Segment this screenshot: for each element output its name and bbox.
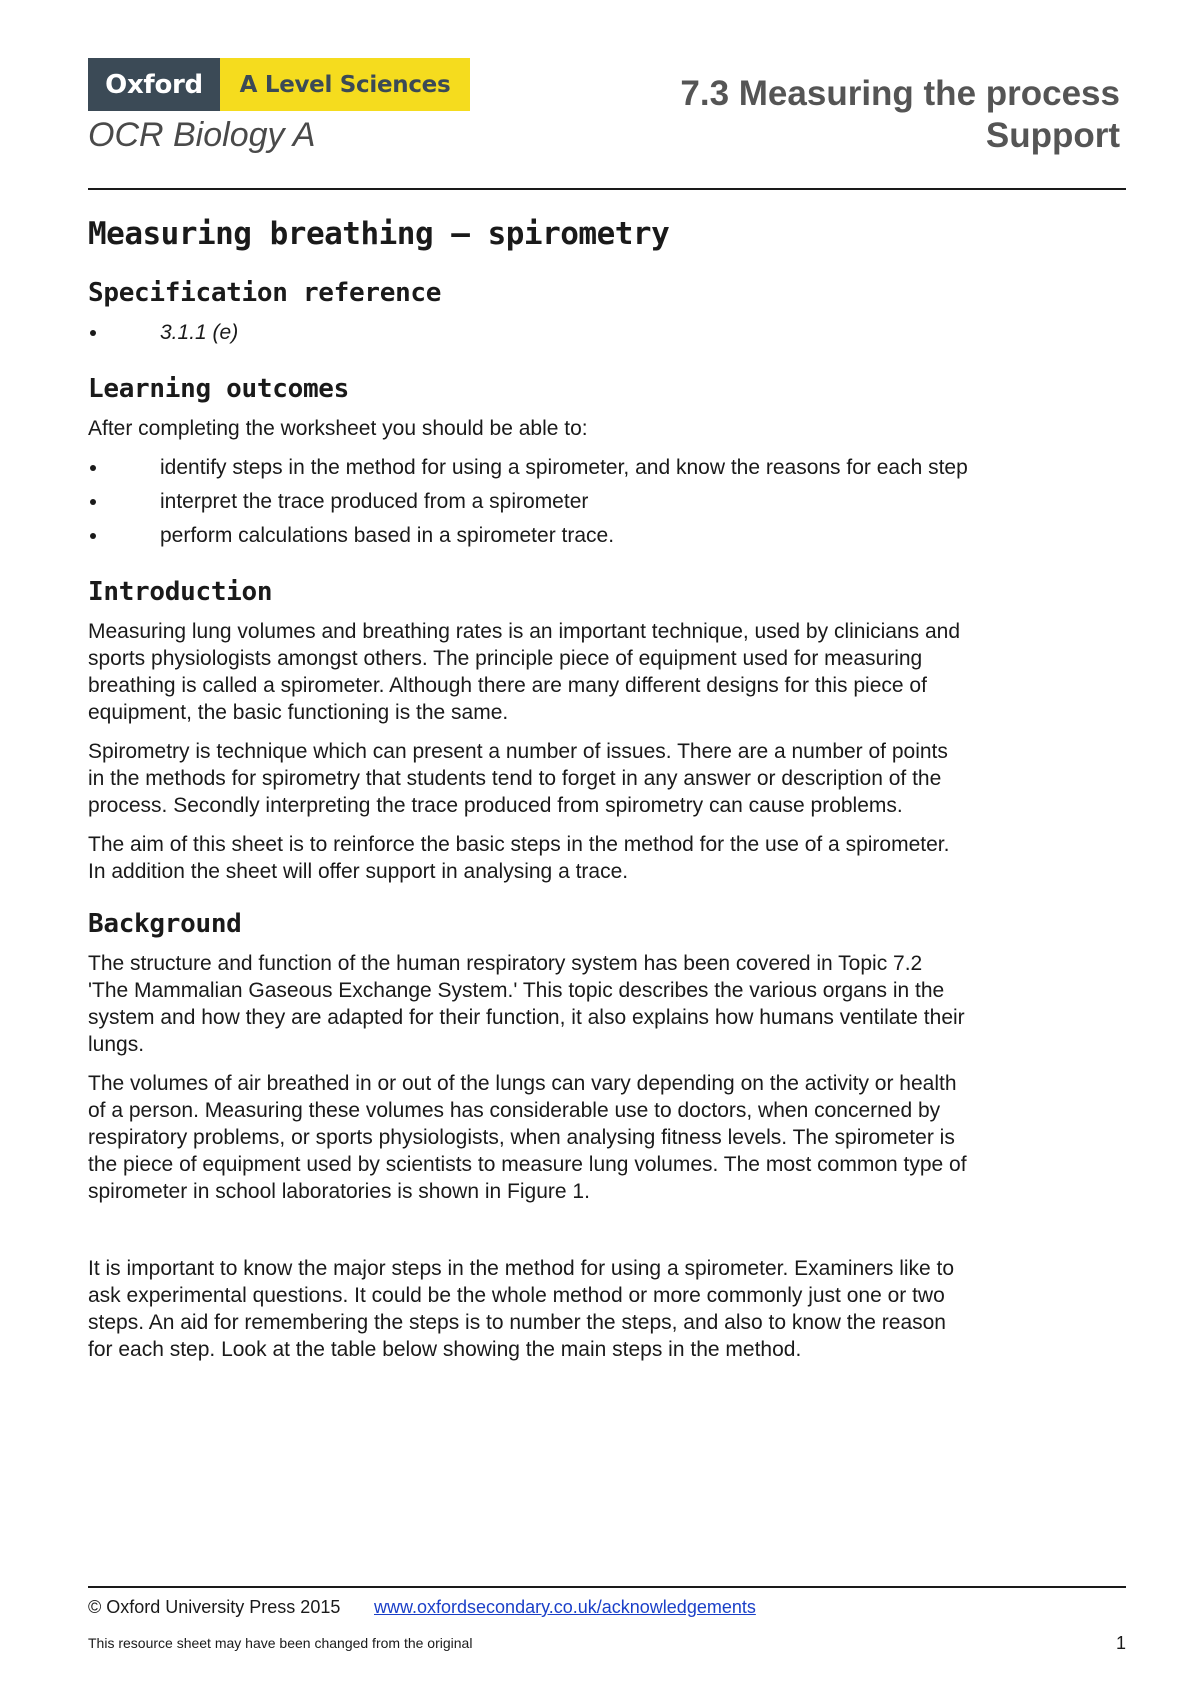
worksheet-body — [88, 216, 968, 1375]
introduction-paragraph: The aim of this sheet is to reinforce the basic steps in the method for the use of a spirometer. In addition the sheet will offer support in analysing a trace. — [88, 833, 950, 883]
outcomes-intro: After completing the worksheet you should be able to: — [88, 417, 588, 440]
logo-oxford: Oxford — [88, 58, 220, 111]
topic-title: 7.3 Measuring the process — [680, 74, 1120, 113]
outcome-item: interpret the trace produced from a spirometer — [88, 488, 968, 515]
footer-divider — [88, 1586, 1126, 1588]
page-title: Measuring breathing – spirometry — [88, 216, 670, 252]
outcomes-list — [88, 454, 968, 549]
topic-type: Support — [985, 116, 1120, 155]
introduction-paragraph: Measuring lung volumes and breathing rates is an important technique, used by clinicians and sports physiologists amongst others. The principle piece of equipment used for measuring breathing is called a spirometer. Although there are many different designs for this piece of equipment, the basic functioning is the same. — [88, 620, 961, 724]
background-paragraph: It is important to know the major steps in the method for using a spirometer. Examiners like to ask experimental questions. It could be the whole method or more commonly just one or two steps. An aid for remembering the steps is to number the steps, and also to know the reason for each step. Look at the table below showing the main steps in the method. — [88, 1257, 955, 1361]
header-divider — [88, 188, 1126, 190]
spec-heading: Specification reference — [88, 278, 442, 308]
spec-list — [88, 319, 968, 346]
page-number: 1 — [1115, 1633, 1126, 1653]
introduction-paragraph: Spirometry is technique which can present a number of issues. There are a number of points in the methods for spirometry that students tend to forget in any answer or description of the process. Secondly interpreting the trace produced from spirometry can cause problems. — [88, 740, 948, 817]
outcomes-heading: Learning outcomes — [88, 374, 350, 404]
introduction-heading: Introduction — [88, 577, 273, 607]
subject-label: OCR Biology A — [88, 116, 316, 154]
publisher-logo — [88, 58, 470, 111]
spec-item: 3.1.1 (e) — [88, 319, 968, 346]
copyright-text: © Oxford University Press 2015 — [88, 1597, 341, 1617]
background-heading: Background — [88, 909, 242, 939]
outcome-item: identify steps in the method for using a spirometer, and know the reasons for each step — [88, 454, 968, 481]
footer-note: This resource sheet may have been changed from the original — [88, 1635, 473, 1651]
background-paragraph: The structure and function of the human respiratory system has been covered in Topic 7.2 'The Mammalian Gaseous Exchange System.' This topic describes the various organs in the system and how they are adapted for their function, it also explains how humans ventilate their lungs. — [88, 952, 965, 1056]
acknowledgements-link[interactable]: www.oxfordsecondary.co.uk/acknowledgements — [374, 1597, 756, 1617]
background-paragraph: The volumes of air breathed in or out of the lungs can vary depending on the activity or health of a person. Measuring these volumes has considerable use to doctors, when concerned by respiratory problems, or sports physiologists, when analysing fitness levels. The spirometer is the piece of equipment used by scientists to measure lung volumes. The most common type of spirometer in school laboratories is shown in Figure 1. — [88, 1072, 967, 1203]
logo-a-level-sciences: A Level Sciences — [220, 58, 470, 111]
outcome-item: perform calculations based in a spirometer trace. — [88, 522, 968, 549]
